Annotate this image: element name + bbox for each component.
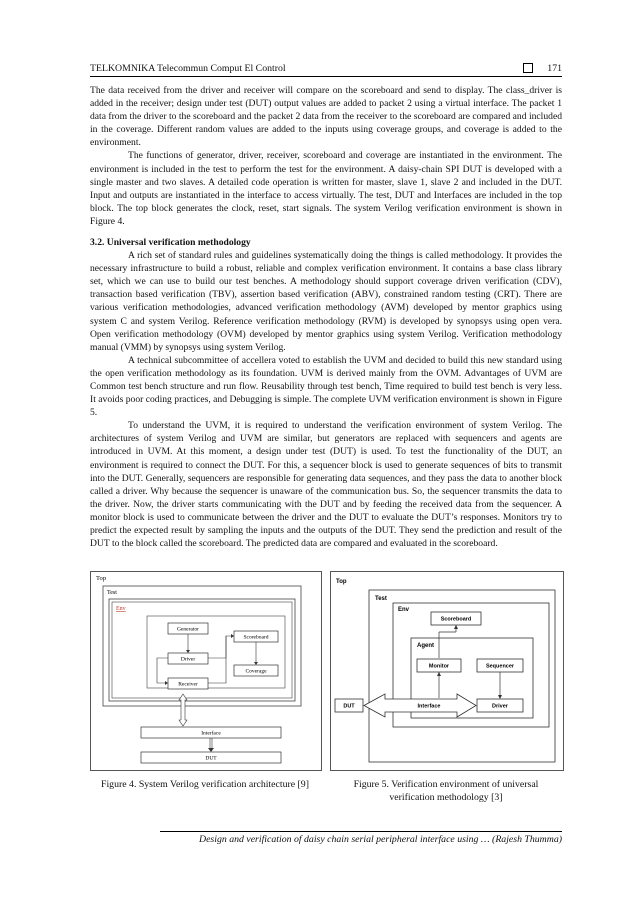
fig4-test-label: Test xyxy=(107,590,117,596)
running-footer: Design and verification of daisy chain serial peripheral interface using … (Rajesh Thumma) xyxy=(199,834,562,845)
paragraph: A technical subcommittee of accellera voted to establish the UVM and decided to build this new standard using the open verification methodology as its foundation. UVM is derived mainly from the OVM. Advantages of UVM are Common test bench structure and run flow. Reusability through test bench, Time required to build test bench is very less. It avoids poor coding practices, and Debugging is simple. The complete UVM verification environment is shown in Figure 5. xyxy=(90,354,562,419)
fig4-receiver-label: Receiver xyxy=(178,681,198,688)
fig4-interface-label: Interface xyxy=(201,730,221,737)
fig4-coverage-label: Coverage xyxy=(245,668,267,675)
checkbox-square-icon xyxy=(523,63,533,73)
figure-4 xyxy=(90,571,322,771)
fig5-env-label: Env xyxy=(398,607,410,613)
fig5-test-label: Test xyxy=(375,596,387,602)
figure-5 xyxy=(330,571,564,771)
page-number: 171 xyxy=(547,63,562,74)
header-rule xyxy=(90,76,562,77)
fig4-top-label: Top xyxy=(96,575,107,582)
figure-5-caption: Figure 5. Verification environment of universal verification methodology [3] xyxy=(353,779,539,803)
figure-4-caption: Figure 4. System Verilog verification architecture [9] xyxy=(101,779,309,790)
fig5-monitor-label: Monitor xyxy=(428,663,450,670)
paragraph: To understand the UVM, it is required to understand the verification environment of system Verilog. The architectures of system Verilog and UVM are similar, but generators are replaced with sequencers and agents are introduced in UVM. At this moment, a design under test (DUT) is used. To test the functionality of the DUT, an environment is required to connect the DUT. For this, a sequencer block is used to generate sequences of bits to transmit into the DUT. Generally, sequencers are responsible for generating data sequences, and they pass the data to another block called a driver. Why because the sequencer is unaware of the communication bus. So, the sequencer transmits the data to the driver. Now, the driver starts communicating with the DUT and by feeding the received data from the sequencer. A monitor block is used to communicate between the driver and the DUT to evaluate the DUT’s responses. Monitors try to predict the expected result by sampling the inputs and the outputs of the DUT. They send the prediction and result of the DUT to the block called the scoreboard. The predicted data are compared and evaluated in the scoreboard. xyxy=(90,420,562,550)
fig5-top-label: Top xyxy=(336,579,347,585)
fig4-generator-label: Generator xyxy=(177,626,199,633)
fig5-scoreboard-label: Scoreboard xyxy=(440,616,472,623)
fig4-scoreboard-label: Scoreboard xyxy=(243,634,269,641)
paragraph: The data received from the driver and receiver will compare on the scoreboard and send to display. The class_driver is added in the receiver; design under test (DUT) output values are added to packet 2 using a virtual interface. The packet 1 data from the driver to the scoreboard and the packet 2 data from the receiver to the scoreboard are compared and included in the coverage. Different random values are added to the inputs using coverage groups, and coverage is added to the environment. xyxy=(90,85,562,149)
paragraph: The functions of generator, driver, receiver, scoreboard and coverage are instantiated in the environment. The environment is included in the test to perform the test for the environment. A daisy-chain SPI DUT is developed with a single master and two slaves. A detailed code operation is written for master, slave 1, slave 2 and included in the DUT. Input and outputs are instantiated in the interface to access virtually. The test, DUT and Interfaces are included in the top block. The top block generates the clock, reset, start signals. The system Verilog verification environment is shown in Figure 4. xyxy=(90,150,562,227)
fig5-dut-label: DUT xyxy=(343,703,355,710)
fig5-sequencer-label: Sequencer xyxy=(485,663,515,670)
running-header xyxy=(90,63,562,74)
fig4-dut-label: DUT xyxy=(205,755,217,762)
section-heading: 3.2. Universal verification methodology xyxy=(90,237,251,249)
body-text xyxy=(90,84,562,550)
fig5-driver-label: Driver xyxy=(492,703,508,710)
fig5-interface-label: Interface xyxy=(417,703,441,710)
paragraph: A rich set of standard rules and guidelines systematically doing the things is called methodology. It provides the necessary infrastructure to build a robust, reliable and complex verification environment. It contains a base class library set, which we can use to build our test benches. A methodology should support coverage driven verification (CDV), transaction based verification (TBV), assertion based verification (ABV), constrained random testing (CRT). There are various verification methodologies, advanced verification methodology (AVM) developed by mentor graphics using system C and system Verilog. Reference verification methodology (RVM) is developed by synopsys using open vera. Open verification methodology (OVM) developed by mentor graphics using system Verilog. Verification methodology manual (VMM) by synopsys using system Verilog. xyxy=(90,250,562,353)
journal-name: TELKOMNIKA Telecommun Comput El Control xyxy=(90,63,286,74)
footer-rule xyxy=(160,831,562,832)
fig4-env-label: Env xyxy=(116,606,126,612)
fig4-driver-label: Driver xyxy=(180,656,196,663)
fig5-agent-label: Agent xyxy=(417,643,434,649)
